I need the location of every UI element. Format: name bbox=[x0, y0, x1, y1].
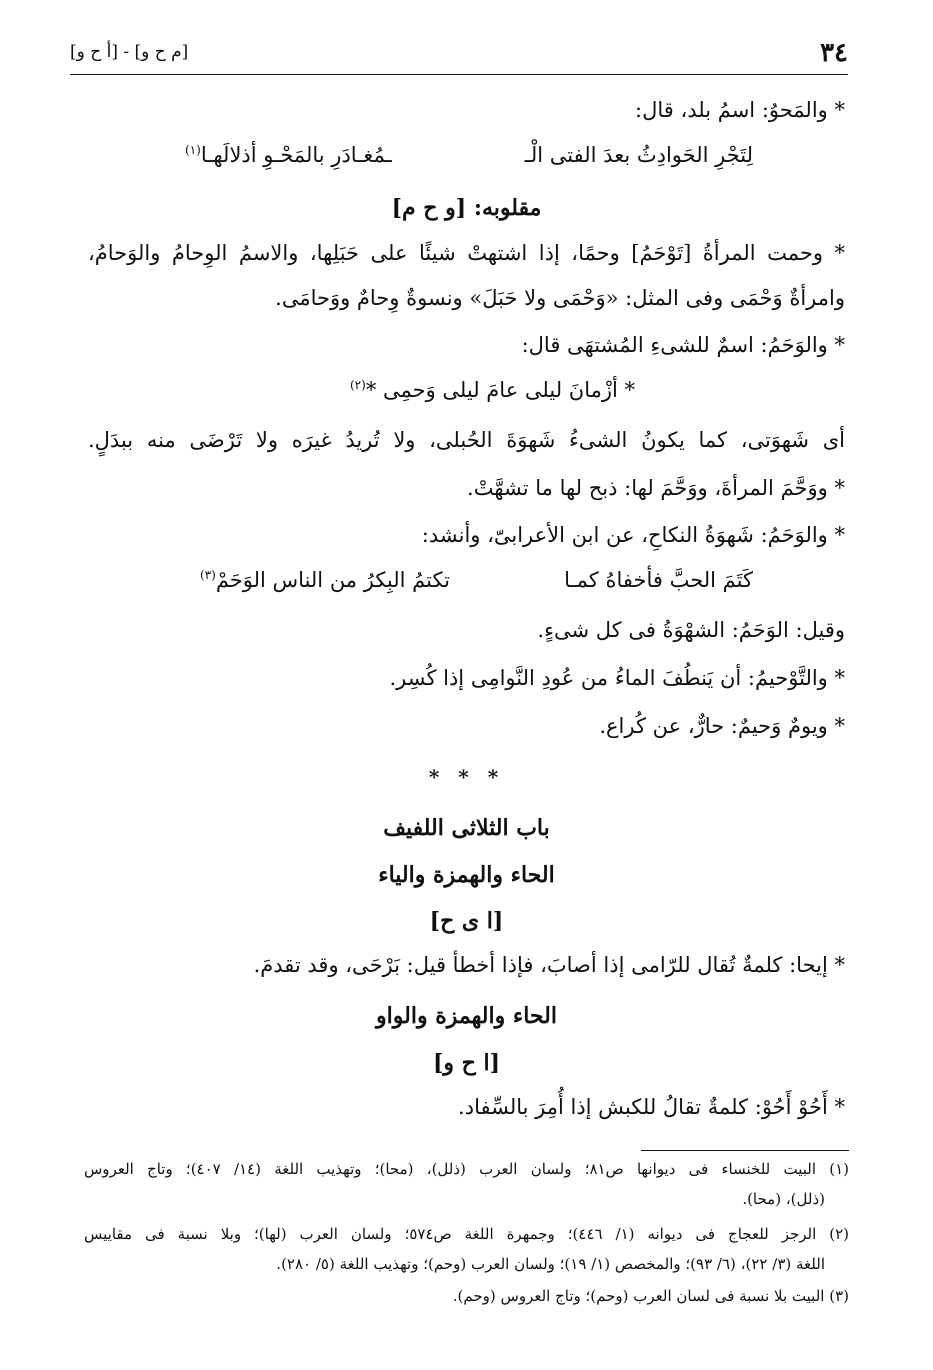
footnote-rule bbox=[641, 1150, 849, 1151]
entry-qila: وقيل: الوَحَمُ: الشهْوَةُ فى كل شىءٍ. bbox=[537, 618, 845, 642]
entry-wahamat: * وحمت المرأةُ [تَوْحَمُ] وحمًا، إذا اشتهتْ شيئًا على حَبَلِها، والاسمُ الوِحامُ والوَحامُ، bbox=[88, 241, 845, 265]
footnote-1-line-2: (ذلل)، (محا). bbox=[742, 1190, 825, 1208]
explanation-shahwa: أى شَهوَتى، كما يكونُ الشىءُ شَهوَةَ الحُبلى، ولا تُريدُ غيرَه ولا تَرْضَى منه ببدَلٍ. bbox=[88, 428, 845, 452]
entry-wahamat-cont: وامرأةٌ وَحْمَى وفى المثل: «وَحْمَى ولا حَبَلَ» ونسوةٌ وِحامٌ ووَحامَى. bbox=[275, 286, 845, 310]
rajaz-text: * أزْمانَ ليلى عامَ ليلى وَحمِى * bbox=[365, 378, 635, 402]
heading-maqlub: مقلوبه: [و ح م] bbox=[391, 195, 542, 221]
footnote-ref-2: (٢) bbox=[349, 378, 366, 392]
footnote-ref-1: (١) bbox=[185, 143, 201, 157]
entry-mahw: * والمَحوُ: اسمُ بلد، قال: bbox=[635, 98, 845, 122]
heading-bab-lafif: باب الثلاثى اللفيف bbox=[383, 815, 550, 841]
entry-iha: * إيحا: كلمةٌ تُقال للرّامى إذا أصابَ، فإذا أخطأ قيل: بَرْحَى، وقد تقدمَ. bbox=[253, 953, 845, 977]
footnote-1-line-1: (١) البيت للخنساء فى ديوانها ص٨١؛ ولسان العرب (ذلل)، (محا)؛ وتهذيب اللغة (١٤/ ٤٠٧)؛ وتاج العروس bbox=[84, 1160, 849, 1178]
entry-ahw: * أَحُوْ أَحُوْ: كلمةٌ تقالُ للكبش إذا أُمِرَ بالسِّفاد. bbox=[458, 1095, 845, 1119]
entry-wahm-noun: * والوَحَمُ: اسمٌ للشىءِ المُشتهَى قال: bbox=[521, 333, 845, 357]
entry-tawhim: * والتَّوْحيمُ: أن يَنطُفَ الماءُ من عُودِ النَّوامِى إذا كُسِر. bbox=[389, 666, 845, 690]
verse-1-text: ـمُغـادَرِ بالمَحْـوِ أذلالَهـا bbox=[200, 143, 392, 167]
heading-root-ahw: [ا ح و] bbox=[432, 1050, 501, 1076]
page-number: ٣٤ bbox=[820, 38, 848, 68]
entry-wahm-nikah: * والوَحَمُ: شَهوَةُ النكاحِ، عن ابن الأعرابىّ، وأنشد: bbox=[421, 523, 845, 547]
entry-wahhama: * ووَحَّمَ المرأةَ، ووَحَّمَ لها: ذبح لها ما تشهَّتْ. bbox=[467, 476, 845, 500]
verse-2-text: تكتمُ البِكرُ من الناس الوَحَمْ bbox=[215, 568, 450, 592]
heading-root-ayh: [ا ى ح] bbox=[429, 908, 504, 934]
verse-1-first-hemistich: لِتَجْرِ الحَوادِثُ بعدَ الفتى الْـ bbox=[524, 143, 753, 167]
footnote-ref-3: (٣) bbox=[200, 568, 216, 582]
running-head: [م ح و] - [أ ح و] bbox=[70, 42, 189, 62]
verse-2-second-hemistich bbox=[200, 568, 450, 592]
heading-ha-hamza-waw: الحاء والهمزة والواو bbox=[376, 1003, 557, 1029]
footnote-3: (٣) البيت بلا نسبة فى لسان العرب (وحم)؛ وتاج العروس (وحم). bbox=[452, 1287, 849, 1305]
section-separator: * * * bbox=[428, 765, 505, 789]
header-rule bbox=[70, 74, 848, 75]
verse-1-second-hemistich bbox=[185, 143, 392, 167]
footnote-2-line-2: اللغة (٣/ ٢٢)، (٦/ ٩٣)؛ والمخصص (١/ ١٩)؛ ولسان العرب (وحم)؛ وتهذيب اللغة (٥/ ٢٨٠). bbox=[276, 1255, 825, 1273]
rajaz-line bbox=[350, 378, 635, 403]
verse-2-first-hemistich: كَتَمَ الحبَّ فأخفاهُ كمـا bbox=[564, 568, 753, 592]
page-header bbox=[70, 36, 848, 72]
heading-ha-hamza-ya: الحاء والهمزة والياء bbox=[378, 862, 555, 888]
footnote-2-line-1: (٢) الرجز للعجاج فى ديوانه (١/ ٤٤٦)؛ وجمهرة اللغة ص٥٧٤؛ ولسان العرب (لها)؛ وبلا نسبة فى مقاييس bbox=[84, 1225, 849, 1243]
entry-yawm-wahim: * ويومٌ وَحيمٌ: حارٌّ، عن كُراع. bbox=[599, 714, 845, 738]
